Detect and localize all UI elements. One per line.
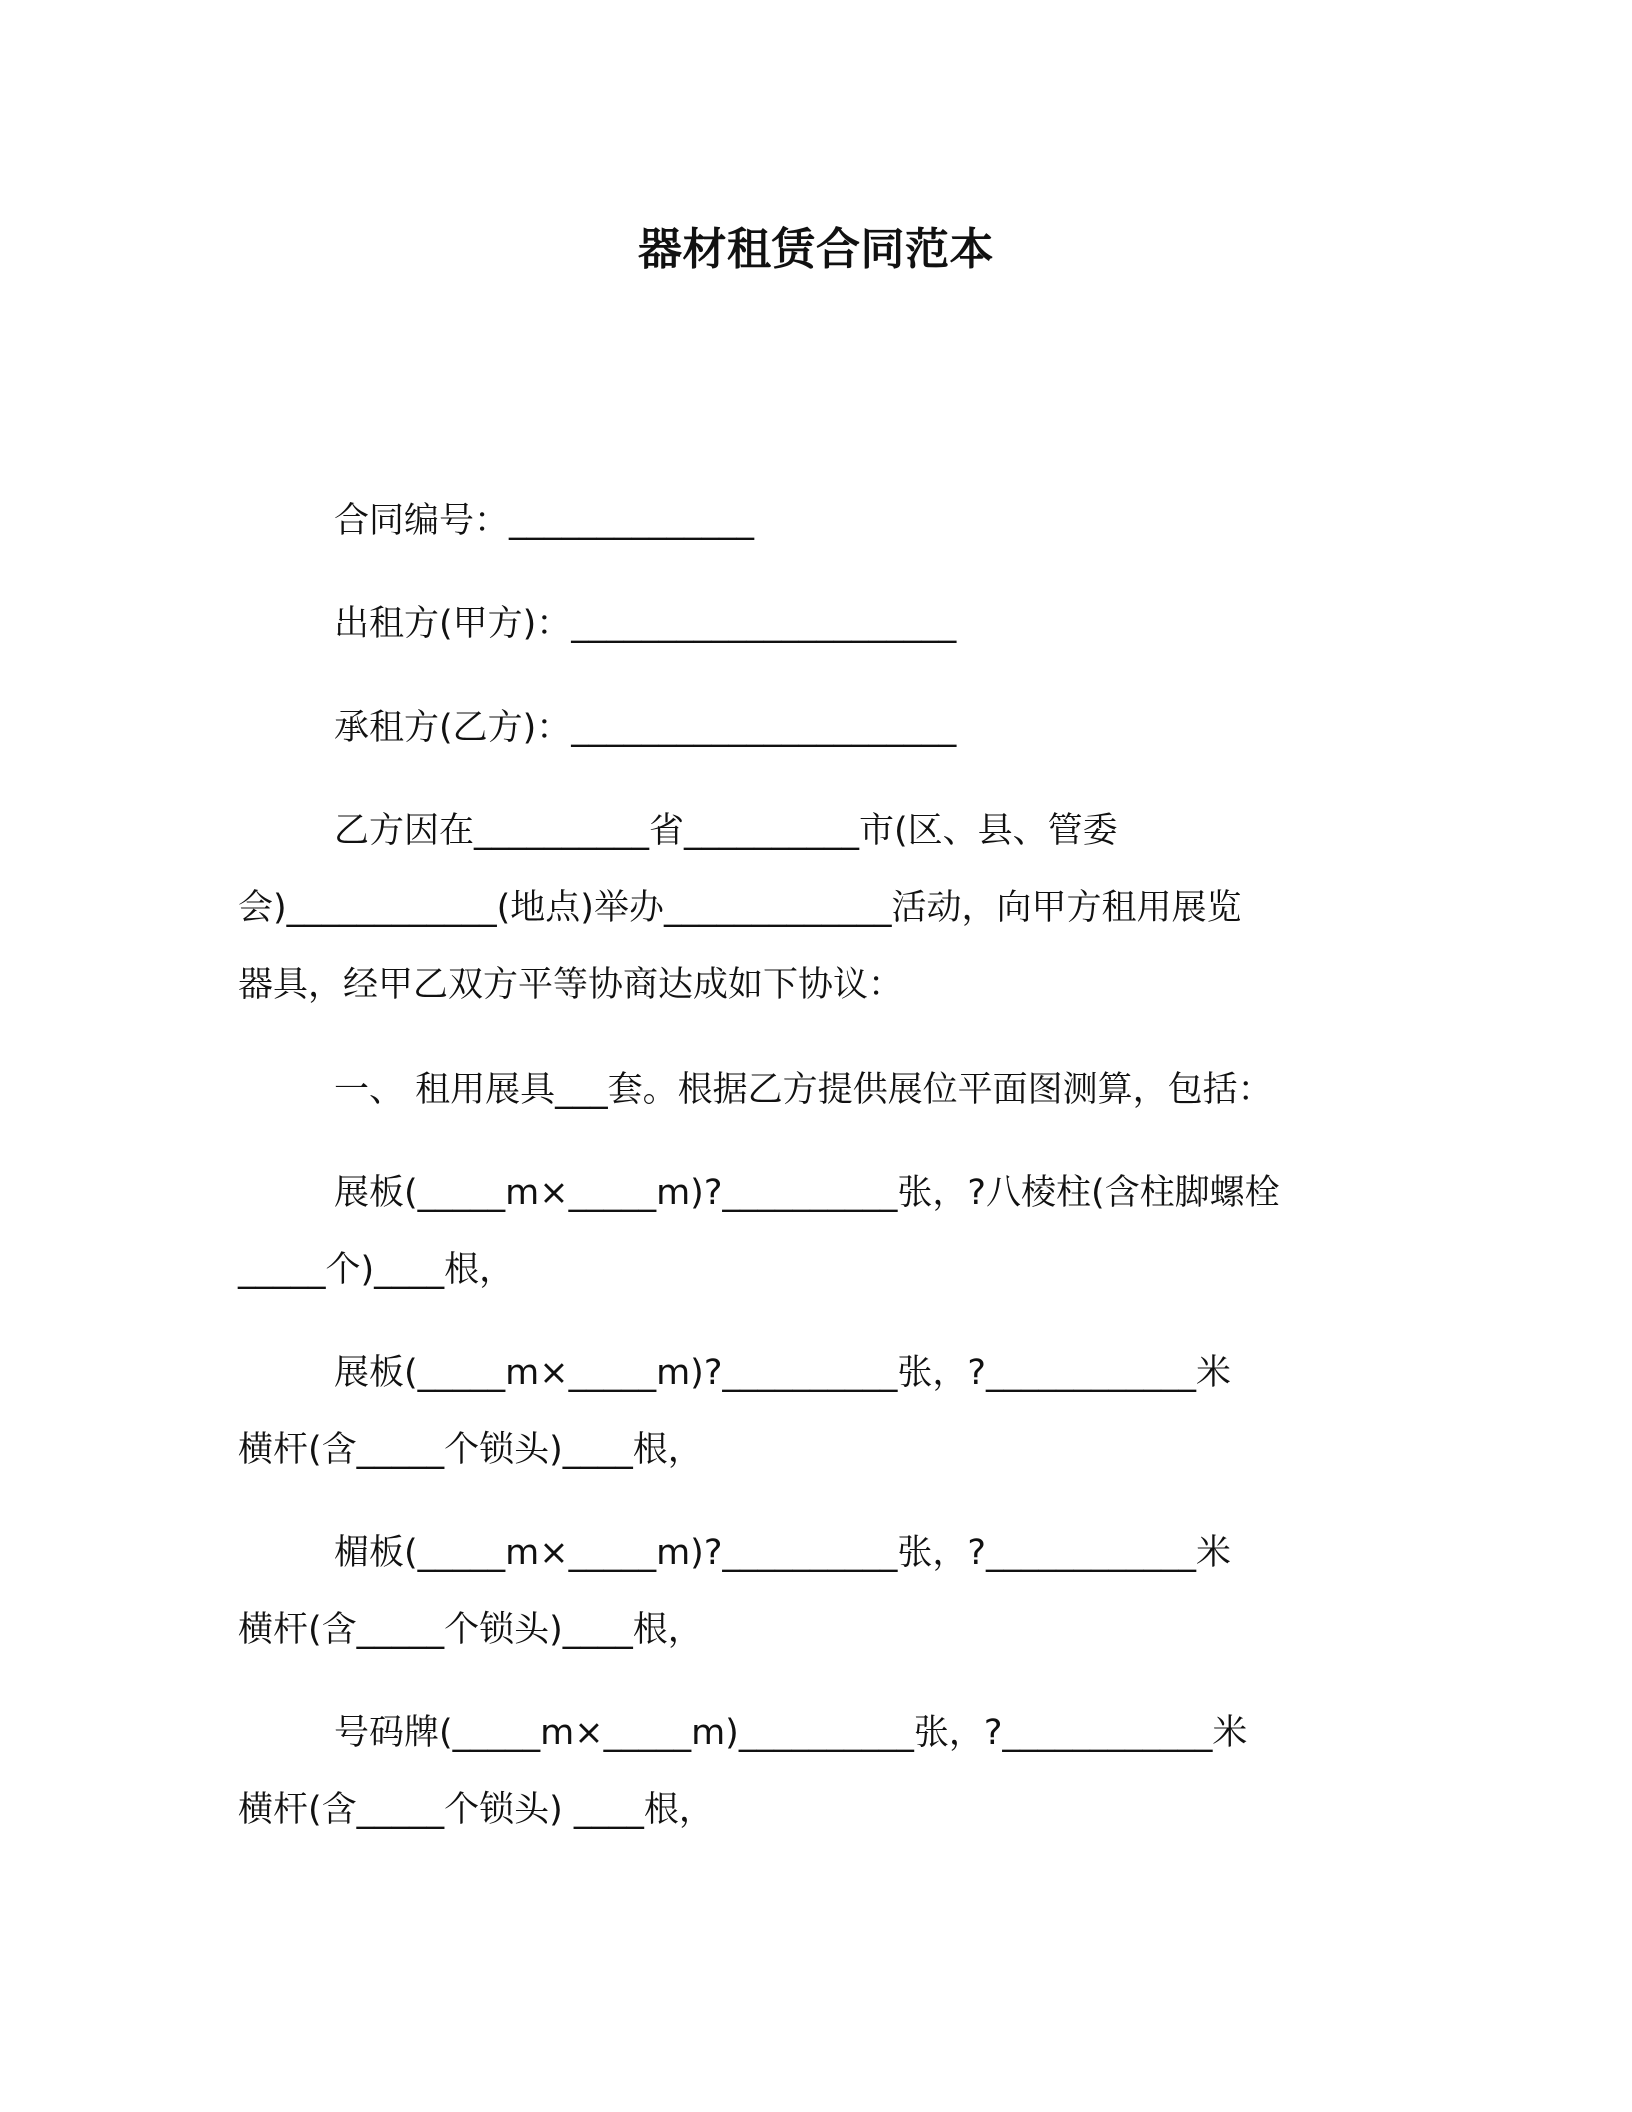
item-panel-1-line-2: _____个)____根，: [238, 1250, 515, 1290]
item-header-board-line-2: 横杆(含_____个锁头)____根，: [238, 1610, 703, 1650]
document-title: 器材租赁合同范本: [638, 224, 994, 275]
item-panel-1-line-1: 展板(_____m×_____m)?__________张，?八棱柱(含柱脚螺栓: [334, 1173, 1280, 1213]
clause-1-heading: 一、 租用展具___套。根据乙方提供展位平面图测算，包括：: [334, 1070, 1273, 1110]
lessee-line: 承租方(乙方)：______________________: [334, 708, 957, 748]
lessor-line: 出租方(甲方)：______________________: [334, 604, 957, 644]
item-panel-2-line-2: 横杆(含_____个锁头)____根，: [238, 1430, 703, 1470]
preamble-line-1: 乙方因在__________省__________市(区、县、管委: [334, 811, 1118, 851]
item-panel-2-line-1: 展板(_____m×_____m)?__________张，?____________米: [334, 1353, 1231, 1393]
preamble-line-2: 会)____________(地点)举办_____________活动，向甲方租用展览: [238, 888, 1242, 928]
contract-number-line: 合同编号：______________: [334, 501, 755, 541]
item-number-plate-line-2: 横杆(含_____个锁头) ____根，: [238, 1790, 714, 1830]
item-number-plate-line-1: 号码牌(_____m×_____m)__________张，?____________米: [334, 1713, 1248, 1753]
item-header-board-line-1: 楣板(_____m×_____m)?__________张，?____________米: [334, 1533, 1231, 1573]
preamble-line-3: 器具，经甲乙双方平等协商达成如下协议：: [238, 965, 904, 1005]
